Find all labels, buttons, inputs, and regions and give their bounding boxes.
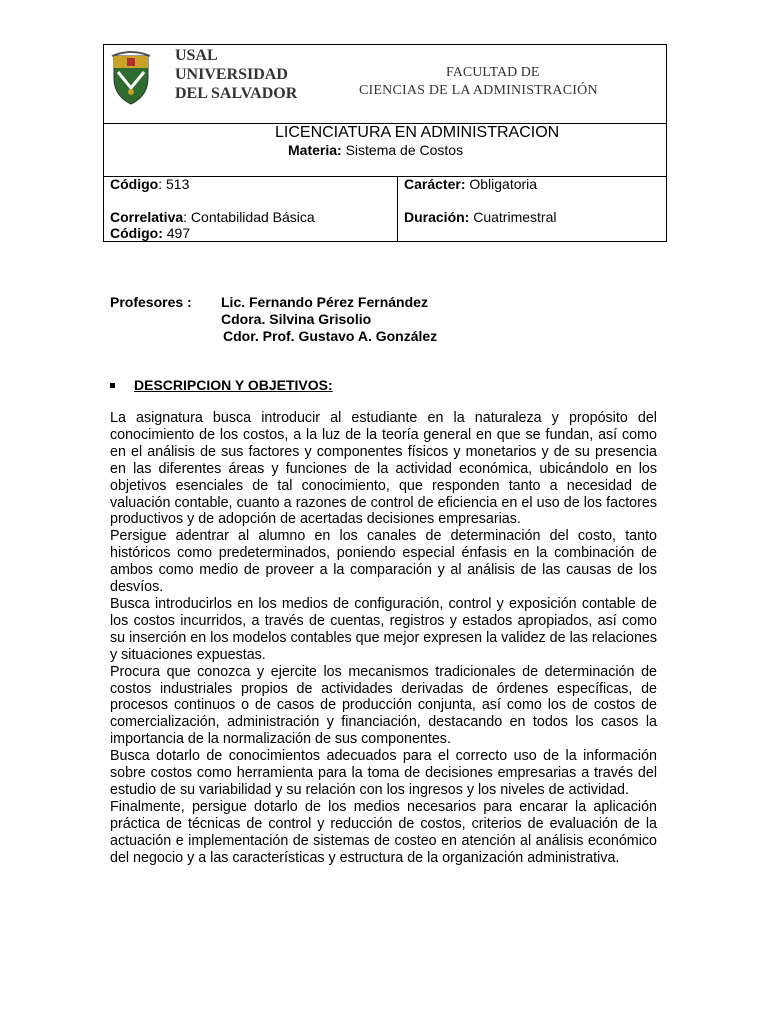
degree-row	[104, 123, 666, 177]
correlative-subject: Correlativa: Contabilidad Básica	[110, 209, 315, 225]
course-duration: Duración: Cuatrimestral	[404, 209, 557, 225]
institution-row	[104, 45, 666, 124]
course-code: Código: 513	[110, 176, 190, 192]
professors-label: Profesores :	[110, 294, 192, 310]
degree-title: LICENCIATURA EN ADMINISTRACION	[275, 124, 560, 141]
bullet-icon	[110, 383, 115, 388]
professor-name: Cdora. Silvina Grisolio	[221, 311, 372, 327]
course-character: Carácter: Obligatoria	[404, 176, 538, 192]
paragraph: Busca dotarlo de conocimientos adecuados para el correcto uso de la información sobre costos como herramienta para la toma de decisiones empresarias a través del estudio de su variabilidad y su relación con los ingresos y los niveles de actividad.	[110, 748, 657, 798]
university-name: USAL UNIVERSIDAD DEL SALVADOR	[175, 47, 298, 102]
subject-line: Materia: Sistema de Costos	[288, 142, 464, 158]
description-body	[110, 410, 657, 866]
faculty-name: FACULTAD DE CIENCIAS DE LA ADMINISTRACIÓN	[359, 65, 598, 98]
paragraph: Finalmente, persigue dotarlo de los medios necesarios para encarar la aplicación práctica de técnicas de control y reducción de costos, criterios de evaluación de la actuación e implementación de sistemas de costeo en atención al análisis económico del negocio y a las características y estructura de la organización administrativa.	[110, 798, 657, 866]
course-header-table	[103, 44, 667, 242]
paragraph: Busca introducirlos en los medios de configuración, control y exposición contable de los costos incurridos, a través de cuentas, registros y estados apropiados, así como su inserción en los modelos contables que mejor expresen la validez de las relaciones y situaciones expuestas.	[110, 595, 657, 663]
paragraph: Procura que conozca y ejercite los mecanismos tradicionales de determinación de costos industriales propios de actividades derivadas de órdenes específicas, de procesos continuos o de casos de producción conjunta, así como los de costos de comercialización, administración y financiación, destacando en todos los casos la importancia de la normalización de sus componentes.	[110, 663, 657, 748]
column-divider	[397, 176, 398, 242]
correlative-code: Código: 497	[110, 225, 191, 241]
university-crest-icon	[108, 48, 154, 106]
paragraph: La asignatura busca introducir al estudiante en la naturaleza y propósito del conocimiento de los costos, a la luz de la teoría general en que se fundan, así como en el análisis de sus factores y componentes físicos y monetarios y de su presencia en las diferentes áreas y funciones de la actividad económica, ubicándolo en los objetivos esenciales de tal conocimiento, que responden tanto a necesidad de valuación contable, cuanto a razones de control de eficiencia en el uso de los factores productivos y de adopción de acertadas decisiones empresarias.	[110, 410, 657, 528]
paragraph: Persigue adentrar al alumno en los canales de determinación del costo, tanto históricos como predeterminados, poniendo especial énfasis en la combinación de ambos como medio de proveer a la comparación y al análisis de las causas de los desvíos.	[110, 528, 657, 596]
professor-name: Lic. Fernando Pérez Fernández	[221, 294, 428, 310]
section-title: DESCRIPCION Y OBJETIVOS:	[134, 377, 333, 393]
course-info-row	[104, 176, 666, 242]
professor-name: Cdor. Prof. Gustavo A. González	[223, 328, 438, 344]
